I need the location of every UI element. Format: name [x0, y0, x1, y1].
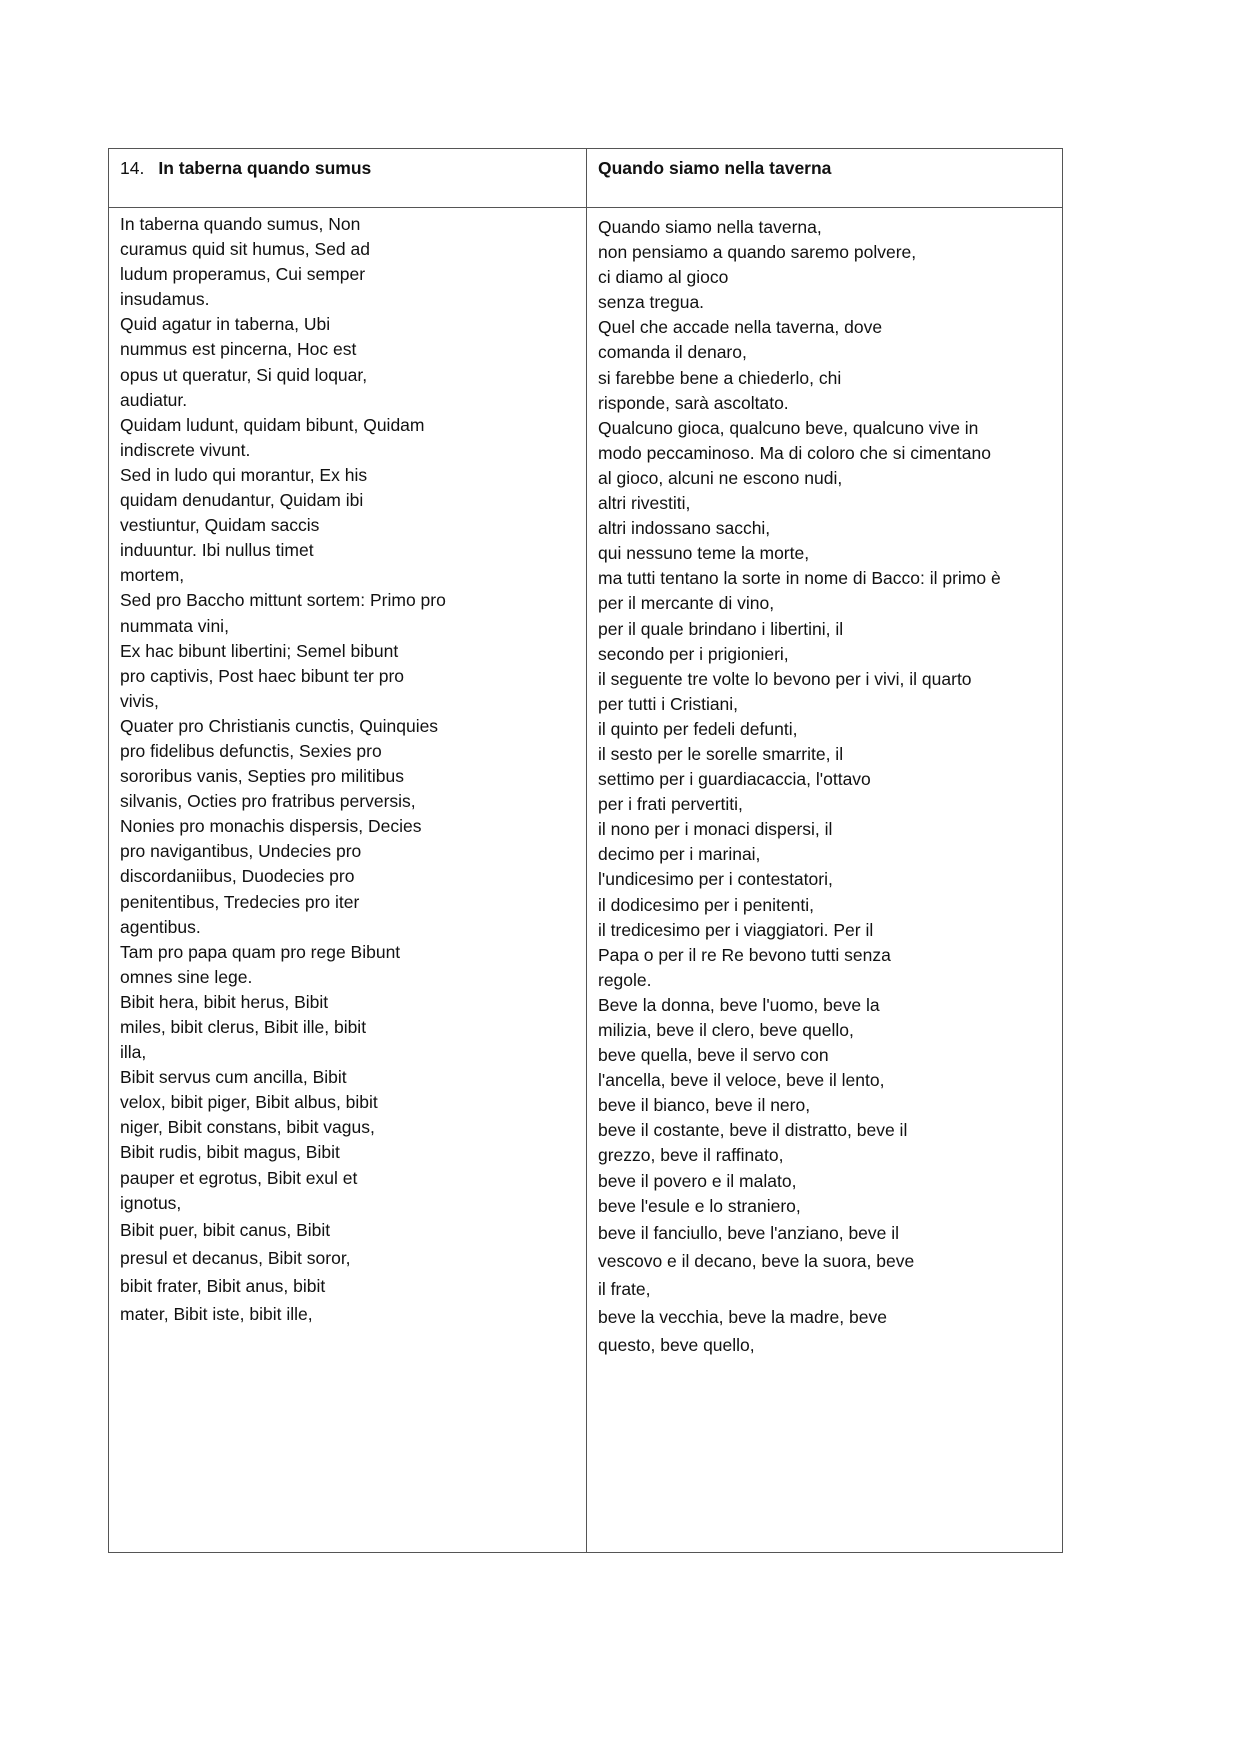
latin-verse-line: curamus quid sit humus, Sed ad	[120, 239, 370, 260]
italian-verse-line: altri rivestiti,	[598, 493, 691, 514]
latin-verse-line: Ex hac bibunt libertini; Semel bibunt	[120, 640, 399, 661]
latin-verse-line: Bibit hera, bibit herus, Bibit	[120, 991, 329, 1012]
latin-verse-line: pro fidelibus defunctis, Sexies pro	[120, 740, 382, 761]
italian-verse-line: beve il bianco, beve il nero,	[598, 1095, 811, 1116]
italian-verse-line: decimo per i marinai,	[598, 844, 761, 865]
italian-verse-line: secondo per i prigionieri,	[598, 643, 789, 664]
latin-verse-line: Nonies pro monachis dispersis, Decies	[120, 816, 422, 837]
latin-verse-line: presul et decanus, Bibit soror,	[120, 1247, 351, 1268]
latin-verse-line: Quid agatur in taberna, Ubi	[120, 314, 331, 335]
latin-verse-line: Bibit servus cum ancilla, Bibit	[120, 1067, 347, 1088]
latin-text-cell	[120, 212, 446, 1328]
latin-verse-line: nummus est pincerna, Hoc est	[120, 339, 357, 360]
latin-verse-line: audiatur.	[120, 389, 188, 410]
italian-verse-line: beve il povero e il malato,	[598, 1170, 797, 1191]
latin-verse-line: sororibus vanis, Septies pro militibus	[120, 766, 405, 787]
latin-verse-line: pauper et egrotus, Bibit exul et	[120, 1167, 358, 1188]
italian-verse-line: il frate,	[598, 1278, 651, 1299]
italian-verse-line: Quando siamo nella taverna,	[598, 217, 822, 237]
latin-verse-line: Bibit puer, bibit canus, Bibit	[120, 1219, 331, 1240]
italian-title: Quando siamo nella taverna	[598, 158, 832, 178]
italian-verse-line: il tredicesimo per i viaggiatori. Per il	[598, 919, 874, 940]
poem-number: 14.	[120, 158, 145, 178]
latin-verse-line: ludum properamus, Cui semper	[120, 264, 366, 285]
italian-verse-line: regole.	[598, 969, 652, 990]
italian-header-cell	[598, 157, 831, 179]
italian-verse-line: al gioco, alcuni ne escono nudi,	[598, 467, 843, 488]
italian-verse-line: Beve la donna, beve l'uomo, beve la	[598, 994, 880, 1015]
latin-verse-line: mater, Bibit iste, bibit ille,	[120, 1303, 313, 1324]
italian-verse-line: vescovo e il decano, beve la suora, beve	[598, 1250, 915, 1271]
italian-verse-line: l'ancella, beve il veloce, beve il lento,	[598, 1070, 885, 1091]
italian-verse-line: senza tregua.	[598, 292, 705, 313]
italian-verse-line: comanda il denaro,	[598, 342, 747, 363]
italian-verse-line: risponde, sarà ascoltato.	[598, 392, 789, 413]
latin-verse-line: nummata vini,	[120, 615, 229, 636]
italian-verse-line: milizia, beve il clero, beve quello,	[598, 1020, 854, 1040]
latin-header-cell	[120, 157, 371, 179]
latin-verse-line: indiscrete vivunt.	[120, 439, 251, 460]
italian-verse-line: ma tutti tentano la sorte in nome di Bacco: il primo è	[598, 568, 1001, 589]
latin-verse-line: penitentibus, Tredecies pro iter	[120, 891, 360, 912]
italian-verse-line: beve l'esule e lo straniero,	[598, 1195, 801, 1216]
latin-verse-line: vivis,	[120, 690, 159, 711]
latin-verse-line: induuntur. Ibi nullus timet	[120, 540, 314, 561]
italian-verse-line: per il quale brindano i libertini, il	[598, 618, 844, 639]
italian-verse-line: altri indossano sacchi,	[598, 518, 771, 539]
italian-verse-line: modo peccaminoso. Ma di coloro che si cimentano	[598, 442, 991, 463]
italian-verse-line: qui nessuno teme la morte,	[598, 543, 810, 564]
latin-verse-line: pro captivis, Post haec bibunt ter pro	[120, 665, 405, 686]
italian-verse-line: ci diamo al gioco	[598, 267, 729, 288]
italian-verse-line: beve il fanciullo, beve l'anziano, beve il	[598, 1222, 900, 1243]
latin-verse-line: pro navigantibus, Undecies pro	[120, 841, 362, 862]
latin-verse-line: Tam pro papa quam pro rege Bibunt	[120, 941, 401, 962]
italian-text-cell	[598, 215, 1001, 1359]
header-row-divider	[109, 207, 1062, 208]
italian-verse-line: settimo per i guardiacaccia, l'ottavo	[598, 769, 871, 790]
latin-verse-line: vestiuntur, Quidam saccis	[120, 515, 320, 536]
italian-verse-line: per il mercante di vino,	[598, 593, 775, 614]
latin-verse-line: Quidam ludunt, quidam bibunt, Quidam	[120, 414, 425, 435]
latin-verse-line: Sed in ludo qui morantur, Ex his	[120, 464, 368, 485]
latin-verse-line: In taberna quando sumus, Non	[120, 214, 361, 234]
latin-verse-line: silvanis, Octies pro fratribus perversis,	[120, 791, 416, 812]
latin-verse-line: niger, Bibit constans, bibit vagus,	[120, 1117, 375, 1138]
italian-verse-line: il dodicesimo per i penitenti,	[598, 894, 814, 915]
latin-verse-line: mortem,	[120, 565, 185, 586]
italian-verse-line: si farebbe bene a chiederlo, chi	[598, 367, 842, 388]
latin-title: In taberna quando sumus	[158, 158, 372, 178]
latin-verse-line: insudamus.	[120, 289, 210, 310]
italian-verse-line: grezzo, beve il raffinato,	[598, 1145, 784, 1166]
latin-verse-line: ignotus,	[120, 1192, 182, 1213]
poem-table	[108, 148, 1063, 1553]
latin-verse-line: Bibit rudis, bibit magus, Bibit	[120, 1142, 340, 1163]
italian-verse-line: questo, beve quello,	[598, 1334, 755, 1355]
latin-verse-line: omnes sine lege.	[120, 966, 253, 987]
italian-verse-line: beve quella, beve il servo con	[598, 1045, 829, 1066]
latin-verse-line: bibit frater, Bibit anus, bibit	[120, 1275, 326, 1296]
italian-verse-line: Papa o per il re Re bevono tutti senza	[598, 944, 891, 965]
latin-verse-line: agentibus.	[120, 916, 201, 937]
italian-verse-line: beve la vecchia, beve la madre, beve	[598, 1306, 887, 1327]
latin-verse-line: illa,	[120, 1042, 147, 1063]
italian-verse-line: l'undicesimo per i contestatori,	[598, 869, 833, 890]
latin-verse-line: miles, bibit clerus, Bibit ille, bibit	[120, 1017, 367, 1037]
latin-verse-line: Quater pro Christianis cunctis, Quinquies	[120, 715, 439, 736]
italian-verse-line: il quinto per fedeli defunti,	[598, 718, 798, 739]
italian-verse-line: il seguente tre volte lo bevono per i vivi, il quarto	[598, 668, 972, 689]
latin-verse-line: discordaniibus, Duodecies pro	[120, 866, 355, 887]
latin-verse-line: Sed pro Baccho mittunt sortem: Primo pro	[120, 590, 446, 611]
italian-verse-line: per i frati pervertiti,	[598, 794, 743, 815]
latin-verse-line: opus ut queratur, Si quid loquar,	[120, 364, 368, 385]
latin-verse-line: quidam denudantur, Quidam ibi	[120, 490, 364, 511]
column-divider	[586, 149, 587, 1552]
italian-verse-line: beve il costante, beve il distratto, beve il	[598, 1120, 908, 1141]
italian-verse-line: Quel che accade nella taverna, dove	[598, 317, 883, 338]
italian-verse-line: Qualcuno gioca, qualcuno beve, qualcuno vive in	[598, 417, 979, 438]
latin-verse-line: velox, bibit piger, Bibit albus, bibit	[120, 1092, 378, 1113]
italian-verse-line: per tutti i Cristiani,	[598, 693, 739, 714]
italian-verse-line: non pensiamo a quando saremo polvere,	[598, 242, 917, 263]
italian-verse-line: il nono per i monaci dispersi, il	[598, 819, 833, 840]
italian-verse-line: il sesto per le sorelle smarrite, il	[598, 743, 844, 764]
